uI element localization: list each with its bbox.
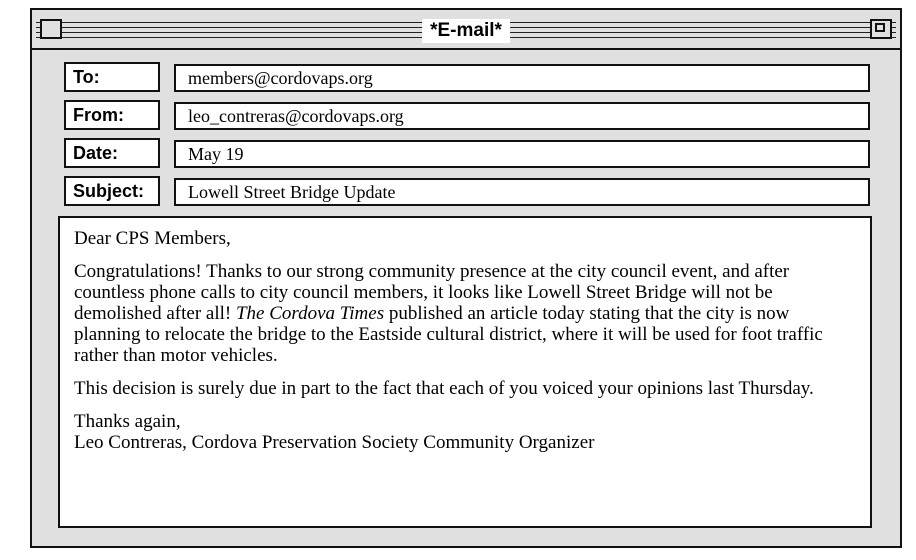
to-row <box>64 62 870 92</box>
to-field[interactable]: members@cordovaps.org <box>174 64 870 92</box>
signature: Leo Contreras, Cordova Preservation Society Community Organizer <box>74 432 595 453</box>
subject-field[interactable]: Lowell Street Bridge Update <box>174 178 870 206</box>
message-body[interactable] <box>58 216 872 528</box>
paragraph-1-start: Congratulations! Thanks to our strong community presence at the city council event, and after countless phone calls to city council members, it looks like Lowell Street Bridge will not be demolished after all! <box>74 261 790 324</box>
from-field[interactable]: leo_contreras@cordovaps.org <box>174 102 870 130</box>
date-label: Date: <box>64 138 160 168</box>
subject-row <box>64 176 870 206</box>
from-label: From: <box>64 100 160 130</box>
paragraph-1 <box>74 261 856 366</box>
publication-title: The Cordova Times <box>235 303 385 324</box>
closing: Thanks again, <box>74 411 181 432</box>
paragraph-2: This decision is surely due in part to the fact that each of you voiced your opinions last Thursday. <box>74 378 814 399</box>
paragraph-1-end: published an article today stating that the city is now planning to relocate the bridge to the Eastside cultural district, where it will be used for foot traffic rather than motor vehicles. <box>74 303 823 366</box>
subject-label: Subject: <box>64 176 160 206</box>
from-row <box>64 100 870 130</box>
to-label: To: <box>64 62 160 92</box>
date-field[interactable]: May 19 <box>174 140 870 168</box>
close-box-icon[interactable] <box>40 19 62 39</box>
title-bar[interactable] <box>32 10 900 50</box>
email-window <box>30 8 902 548</box>
date-row <box>64 138 870 168</box>
greeting: Dear CPS Members, <box>74 228 231 249</box>
zoom-box-icon[interactable] <box>870 19 892 39</box>
window-title: *E-mail* <box>422 19 510 43</box>
